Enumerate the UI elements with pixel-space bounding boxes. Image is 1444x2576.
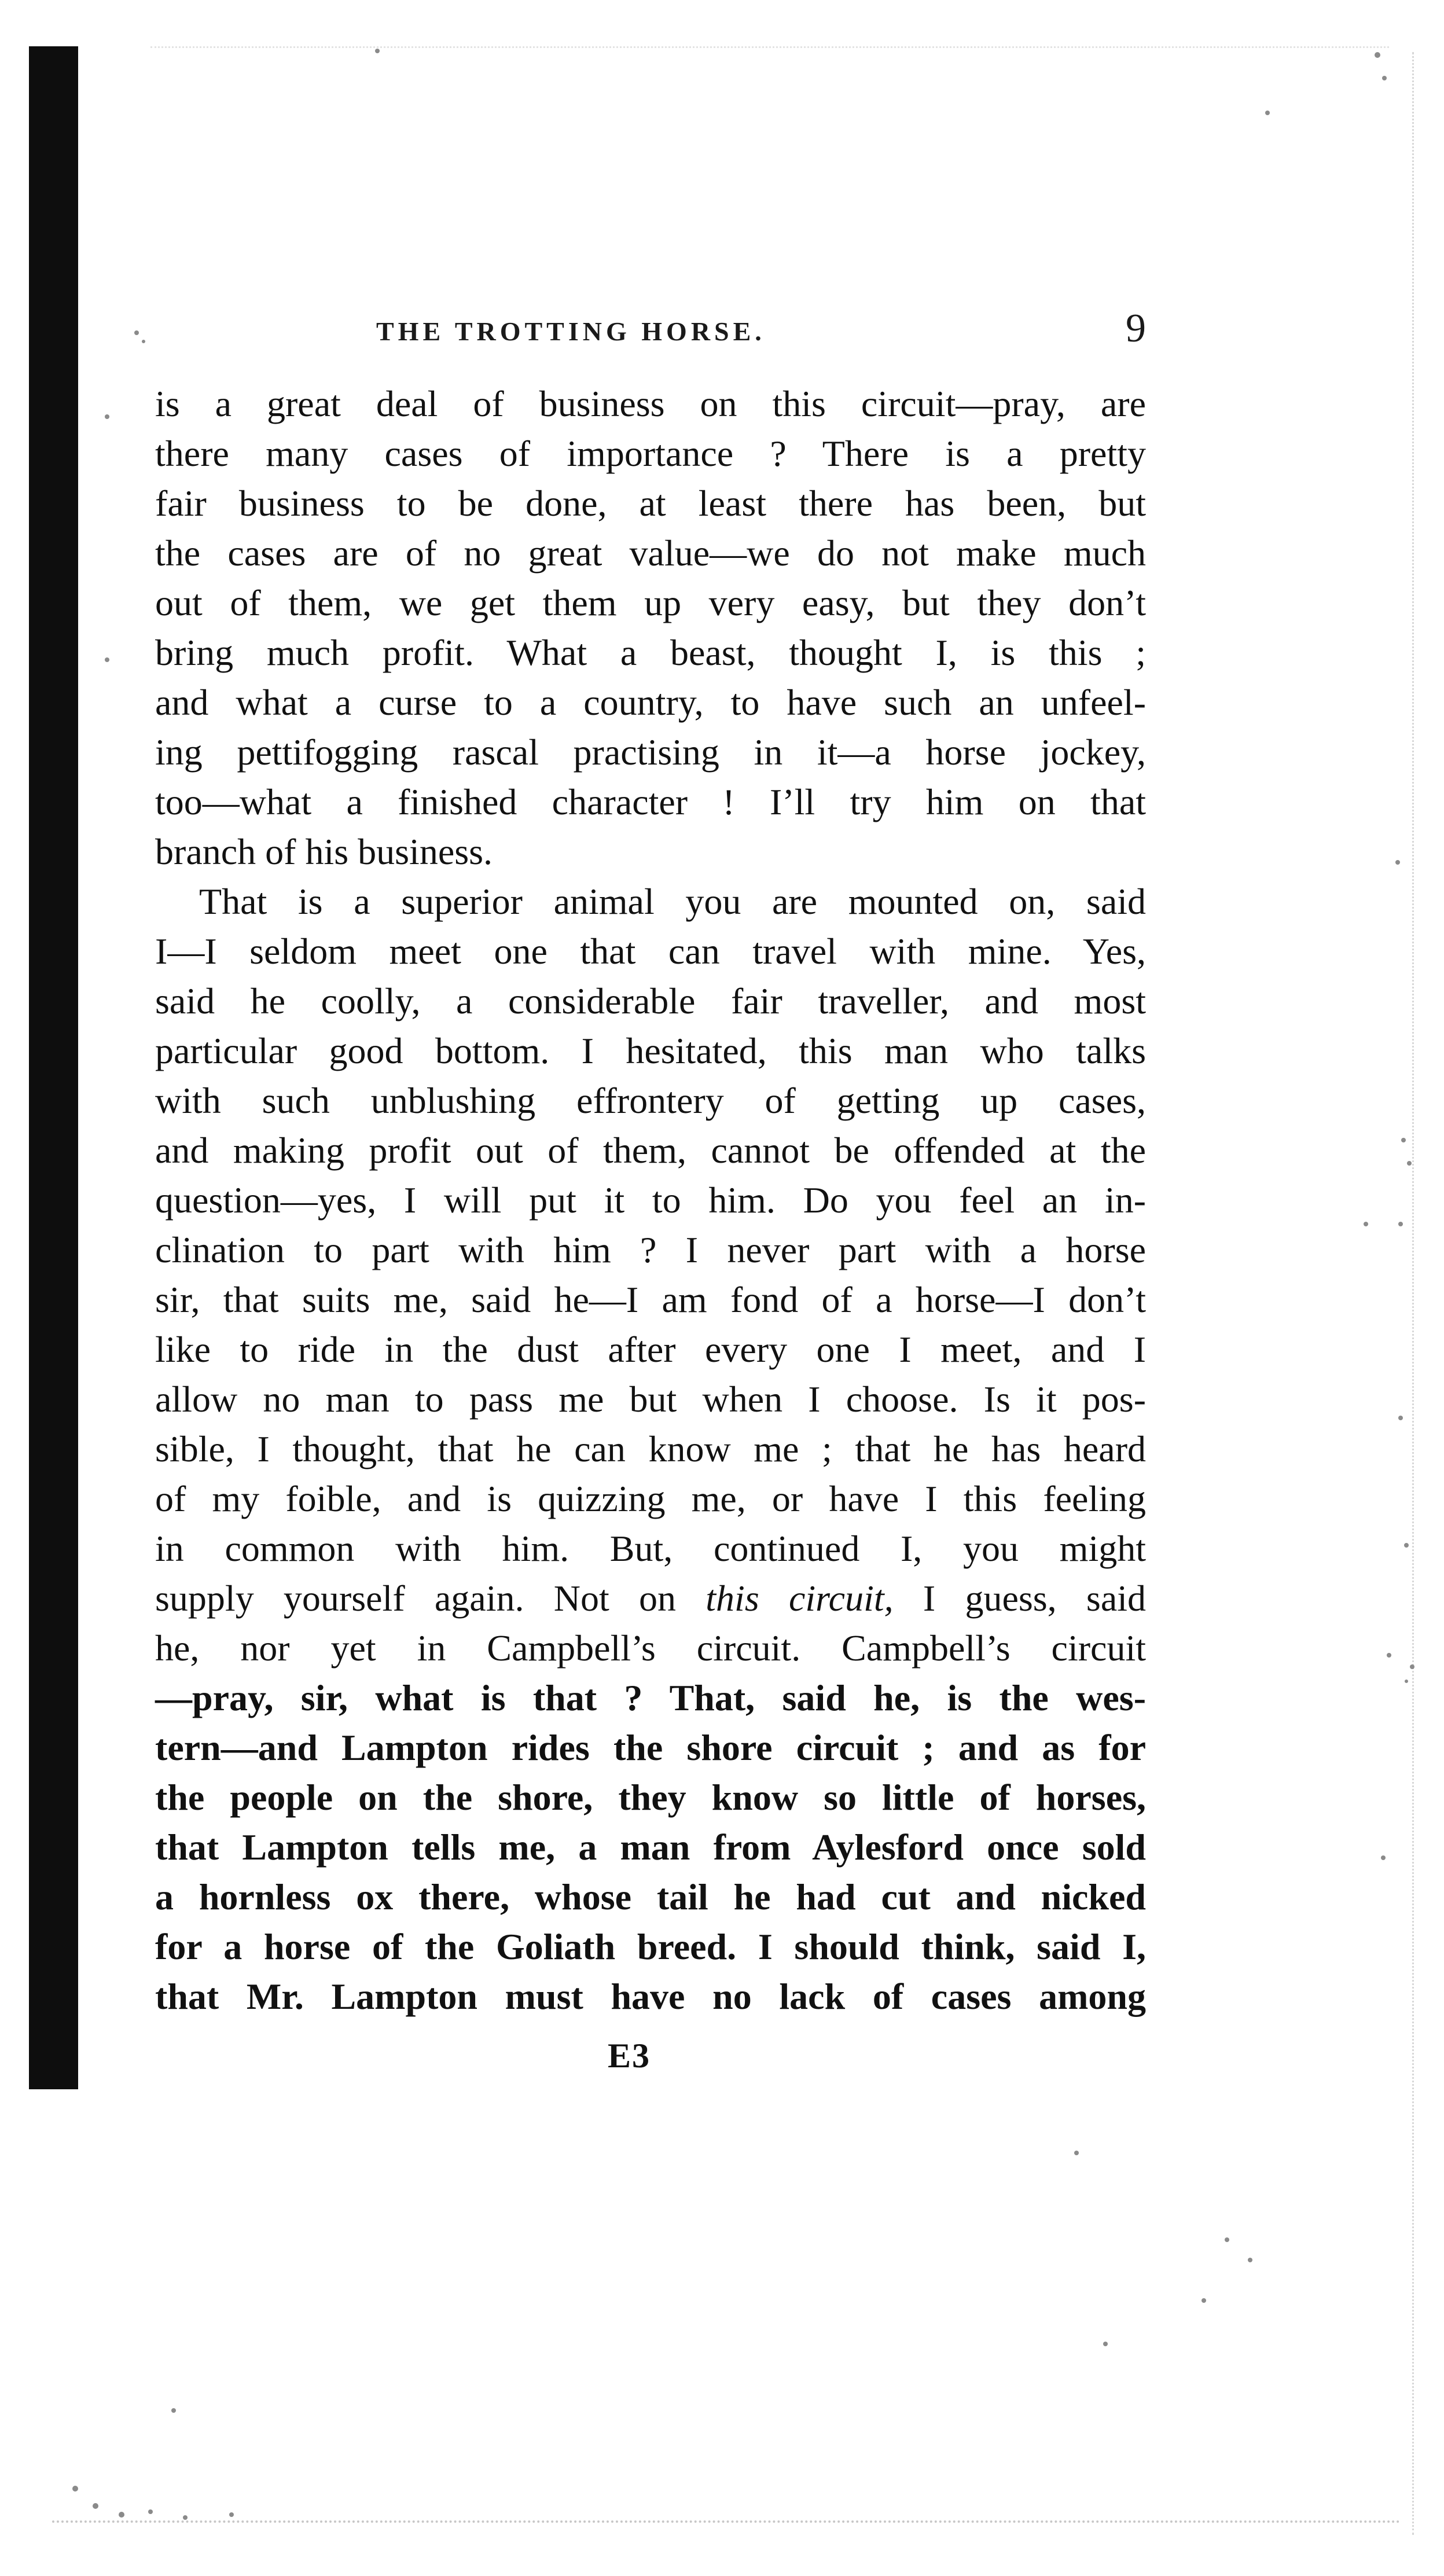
italic-phrase: this circuit,: [706, 1578, 894, 1619]
text-line: with such unblushing effrontery of getting up cases,: [155, 1080, 1146, 1121]
running-title: THE TROTTING HORSE.: [376, 317, 766, 346]
text-line: too—what a finished character ! I’ll try him on that: [155, 781, 1146, 822]
text-run: supply yourself again. Not on: [155, 1578, 676, 1619]
text-line: like to ride in the dust after every one I meet, and I: [155, 1329, 1146, 1370]
text-line-mixed: [155, 1574, 1146, 1623]
text-line: branch of his business.: [155, 831, 493, 872]
text-line: ing pettifogging rascal practising in it—a horse jockey,: [155, 732, 1146, 773]
body-text: [155, 379, 1146, 2022]
text-line: question—yes, I will put it to him. Do you feel an in-: [155, 1179, 1146, 1221]
text-line: the people on the shore, they know so little of horses,: [155, 1777, 1146, 1818]
text-line: out of them, we get them up very easy, but they don’t: [155, 582, 1146, 623]
text-line: tern—and Lampton rides the shore circuit ; and as for: [155, 1727, 1146, 1768]
page-top-edge-speckle: [150, 46, 1389, 48]
text-line: I—I seldom meet one that can travel with mine. Yes,: [155, 931, 1146, 972]
text-line: in common with him. But, continued I, you might: [155, 1528, 1146, 1569]
text-line: for a horse of the Goliath breed. I should think, said I,: [155, 1926, 1146, 1967]
text-line: and what a curse to a country, to have such an unfeel-: [155, 682, 1146, 723]
text-line: —pray, sir, what is that ? That, said he, is the wes-: [155, 1677, 1146, 1718]
text-run: I guess, said: [893, 1578, 1147, 1619]
page-right-edge-speckle: [1412, 52, 1416, 2535]
text-line: said he coolly, a considerable fair traveller, and most: [155, 980, 1146, 1021]
text-line: and making profit out of them, cannot be offended at the: [155, 1130, 1146, 1171]
text-line: allow no man to pass me but when I choose. Is it pos-: [155, 1379, 1146, 1420]
text-line: that Mr. Lampton must have no lack of cases among: [155, 1976, 1146, 2017]
running-head: [168, 306, 1146, 358]
text-line: That is a superior animal you are mounted on, said: [199, 881, 1146, 922]
text-line: bring much profit. What a beast, thought I, is this ;: [155, 632, 1146, 673]
text-line: particular good bottom. I hesitated, this man who talks: [155, 1030, 1146, 1071]
text-line: he, nor yet in Campbell’s circuit. Campbell’s circuit: [155, 1627, 1146, 1669]
text-line: there many cases of importance ? There is a pretty: [155, 433, 1146, 474]
text-line: the cases are of no great value—we do not make much: [155, 532, 1146, 574]
text-line: that Lampton tells me, a man from Aylesford once sold: [155, 1827, 1146, 1868]
signature-mark: E3: [608, 2037, 651, 2075]
text-line: clination to part with him ? I never part with a horse: [155, 1229, 1146, 1270]
text-line: sir, that suits me, said he—I am fond of a horse—I don’t: [155, 1279, 1146, 1320]
binding-edge-shadow: [29, 46, 78, 2089]
text-line: of my foible, and is quizzing me, or have I this feeling: [155, 1478, 1146, 1519]
text-line: is a great deal of business on this circuit—pray, are: [155, 383, 1146, 424]
page-bottom-edge-speckle: [52, 2520, 1401, 2523]
text-line: fair business to be done, at least there has been, but: [155, 483, 1146, 524]
text-line: a hornless ox there, whose tail he had cut and nicked: [155, 1876, 1146, 1917]
page-number: 9: [1126, 306, 1146, 351]
text-line: sible, I thought, that he can know me ; that he has heard: [155, 1428, 1146, 1469]
